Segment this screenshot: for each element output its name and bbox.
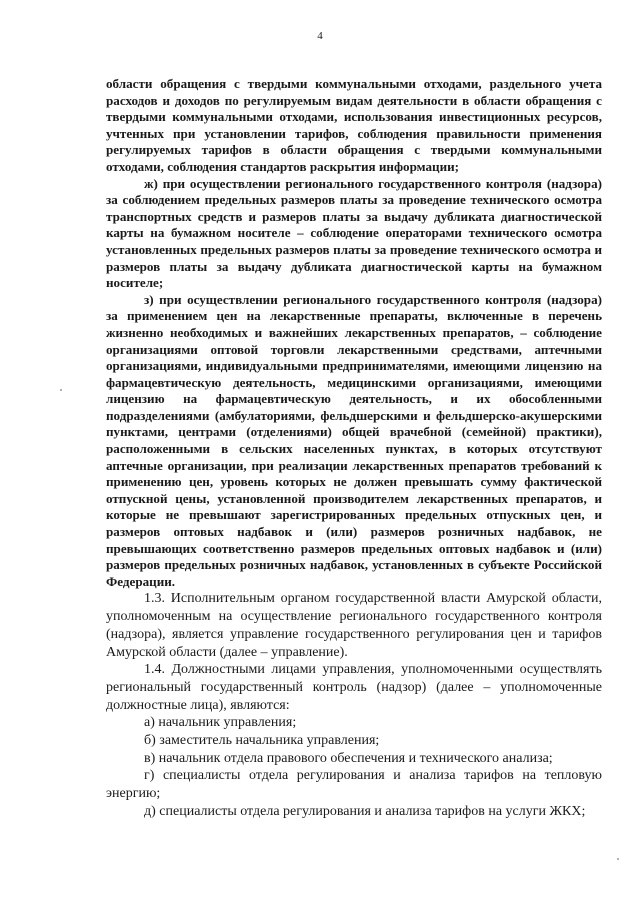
scan-speck [617,858,619,860]
document-body [106,76,602,821]
list-item-b: б) заместитель начальника управления; [144,733,380,749]
paragraph-item-zh: ж) при осуществлении регионального государственного контроля (надзора) за соблюдением предельных размеров платы за проведение технического осмотра транспортных средств и размеров платы за выдачу дубликата диагностической карты на бумажном носителе – соблюдение операторами технического осмотра установленных предельных размеров платы за проведение технического осмотра и размеров платы за выдачу дубликата диагностической карты на бумажном носителе; [106,175,602,291]
list-item-d: д) специалисты отдела регулирования и анализа тарифов на услуги ЖКХ; [144,803,586,819]
paragraph-1-3: 1.3. Исполнительным органом государственной власти Амурской области, уполномоченным на осуществление регионального государственного контроля (надзора), является управление государственного регулирования цен и тарифов Амурской области (далее – управление). [106,591,602,660]
page-number: 4 [317,30,323,42]
paragraph-1-4: 1.4. Должностными лицами управления, уполномоченными осуществлять региональный государственный контроль (надзор) (далее – уполномоченные должностные лица), являются: [106,662,602,713]
list-item-v: в) начальник отдела правового обеспечения и технического анализа; [144,750,553,766]
paragraph-item-z: з) при осуществлении регионального государственного контроля (надзора) за применением цен на лекарственные препараты, включенные в перечень жизненно необходимых и важнейших лекарственных препаратов, – соблюдение организациями оптовой торговли лекарственными средствами, аптечными организациями, индивидуальными предпринимателями, имеющими лицензию на фармацевтическую деятельность, медицинскими организациями, имеющими лицензию на фармацевтическую деятельность, и их обособленными подразделениями (амбулаториями, фельдшерскими и фельдшерско-акушерскими пунктами, центрами (отделениями) общей врачебной (семейной) практики), расположенными в сельских населенных пунктах, в которых отсутствуют аптечные организации, при реализации лекарственных препаратов требований к применению цен, уровень которых не должен превышать сумму фактической отпускной цены, установленной производителем лекарственных препаратов, и которые не превышают зарегистрированных предельных отпускных цен, и размеров оптовых надбавок и (или) размеров розничных надбавок, не превышающих соответственно размеров предельных оптовых надбавок и (или) размеров предельных розничных надбавок, установленных в субъекте Российской Федерации. [106,291,602,589]
scan-speck [60,389,62,391]
list-item-g: г) специалисты отдела регулирования и анализа тарифов на тепловую энергию; [106,768,602,802]
list-item-a: а) начальник управления; [144,715,297,731]
paragraph-continuation: области обращения с твердыми коммунальными отходами, раздельного учета расходов и доходов по регулируемым видам деятельности в области обращения с твердыми коммунальными отходами, использования инвестиционных ресурсов, учтенных при установлении тарифов, соблюдения правильности применения регулируемых тарифов в области обращения с твердыми коммунальными отходами, соблюдения стандартов раскрытия информации; [106,76,602,174]
